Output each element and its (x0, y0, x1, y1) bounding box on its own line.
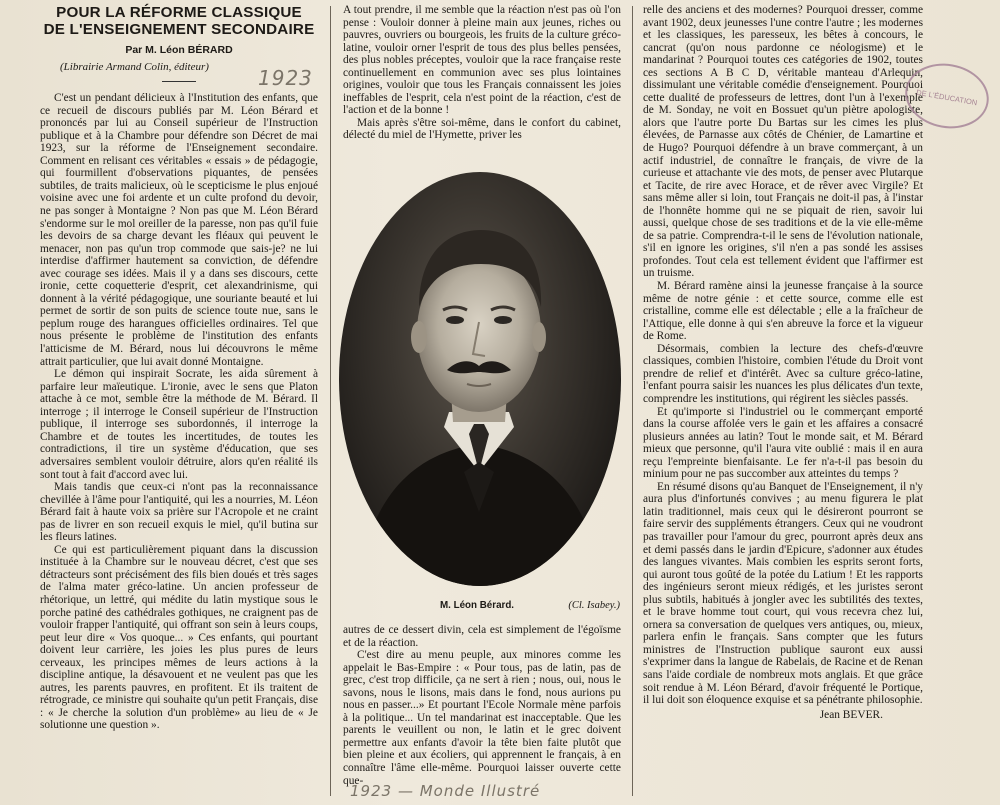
col3-paragraph-3: Désormais, combien la lecture des chefs-d'œuvre classiques, combien l'histoire, combien l'étude du Droit vont prendre de relief et d'intérêt. Avec sa culture gréco-latine, l'enfant pourra saisir les nuances les plus délicates d'un texte, comprendre les institutions, qui régirent les siècles passés. (643, 342, 923, 405)
col3-paragraph-1: relle des anciens et des modernes? Pourquoi dresser, comme avant 1902, deux jeunesses l'une contre l'autre ; les modernes et les classiques, les paresseux, les bêtes à concours, le cancrat (qu'on nous pardonne ce néologisme) et le mandarinat ? Pourquoi toutes ces catégories de 1902, toutes ces sections A B C D, véritable manteau d'Arlequin, dissimulant une véritable comédie d'enseignement. Pourquoi cette dualité de professeurs de lettres, dont l'un à l'exemple de M. Sonday, ne voit en Bossuet qu'un piètre apologiste, alors que l'autre porte Du Bartas sur les cimes les plus élevées, de Parnasse aux côtés de Chénier, de Lamartine et de Hugo? Pourquoi défendre à un brave commerçant, à un actif industriel, de connaître le français, de vivre de la curieuse et attachante vie des mots, de penser avec Plutarque et Tacite, de rire avec Horace, et de rêver avec Virgile? Et sans même aller si loin, tout Français ne doit-il pas, à l'instar de l'honnête homme qui ne se piquait de rien, savoir lui aussi, quelque chose de ses traditions et de la vie elle-même de sa patrie. Comprendra-t-il le sens de l'évolution nationale, s'il en ignore les origines, s'il n'en a pas sondé les assises profondes. Tout cela est tellement évident que l'affirmer est un truisme. (643, 4, 923, 280)
article-signature: Jean BEVER. (819, 708, 883, 721)
column-1 (40, 4, 318, 732)
portrait-figure (336, 168, 624, 618)
pencil-year-annotation: 1923 (258, 66, 313, 90)
col3-paragraph-5: En résumé disons qu'au Banquet de l'Enseignement, il n'y aura plus d'infortunés convives ; au menu figurera le plat latin traditionnel, mais ceux qui le désireront pourront se faire servir des suppléments étrangers. Ceux qui ne voudront pas travailler pour l'amour du grec, pourront après deux ans et demi passés dans le jardin d'Epicure, s'adonner aux études des langues vivantes. Mais combien les esprits seront forts, qui auront tous goûté de la potée du Latium ! Et les rapports des ingénieurs seront mieux rédigés, et les juristes seront plus subtils, habitués à jongler avec les subtilités des textes, et le brave homme tout court, qui vous recevra chez lui, ornera sa conversation de quelques vers antiques, ou, mieux, parlera enfin le français. Sans compter que les futurs ministres de l'Instruction publique sauront eux aussi s'exprimer dans la langue de Rabelais, de Racine et de Renan sans l'aide cordiale de nombreux mots anglais. Et que grâce soit rendue à M. Léon Bérard, d'avoir fréquenté le Portique, il lui doit son éloquence exquise et sa pénétrante philosophie. (643, 480, 923, 707)
col2-paragraph-2: Mais après s'être soi-même, dans le confort du cabinet, délecté du miel de l'Hymette, priver les (343, 116, 621, 142)
article-publisher: (Librairie Armand Colin, éditeur) (60, 60, 209, 73)
col1-paragraph-4: Ce qui est particulièrement piquant dans la discussion instituée à la Chambre sur le nouveau décret, c'est que ses détracteurs sont précisément des fils bien doués et très sages de l'alma mater gréco-latine. Un ancien professeur de rhétorique, un lettré, qui médite du latin mystique sous le porche patiné des cathédrales gothiques, ne craignent pas de vouloir frapper l'antiquité, qui offrant son sein à leurs coups, peut leur dire « Vos quoque... » Ces enfants, qui pourtant doivent leur carrière, les joies les plus pures de leurs cerveaux, les principes mêmes de leurs actions à la discipline antique, la désavouent et ne veulent pas que les autres, les parents pauvres, en profitent. Et ils traitent de rétrograde, ce ministre qui souhaite qu'un petit Français, dise : « Je cherche la solution d'un problème» au lieu de « Je solutionne une question ». (40, 543, 318, 732)
col2-paragraph-1: A tout prendre, il me semble que la réaction n'est pas où l'on pense : Vouloir donner à pleine main aux jeunes, riches ou pauvres, ouvriers ou bourgeois, les fruits de la culture gréco-latine, vouloir orner l'esprit de tous des plus belles pensées, des plus nobles préceptes, vouloir que la race française reste continuellement en communion avec ses plus lointaines origines, vouloir que tous les Français connaissent les joies ineffables de l'esprit, cela n'est point de la réaction, c'est de l'action et de la bonne ! (343, 4, 621, 117)
col1-paragraph-3: Mais tandis que ceux-ci n'ont pas la reconnaissance chevillée à l'âme pour l'antiquité, qui les a nourries, M. Léon Bérard fait à haute voix sa prière sur l'Acropole et ne craint pas de livrer en son recueil exquis le miel, qu'il butina sur les fleurs latines. (40, 481, 318, 544)
caption-credit: (Cl. Isabey.) (568, 600, 620, 611)
column-rule-right (632, 6, 633, 796)
portrait-photo (339, 172, 621, 586)
article-title-line-2: DE L'ENSEIGNEMENT SECONDAIRE (43, 21, 315, 38)
stamp-text: DE L'ÉDUCATION (915, 87, 978, 108)
article-byline: Par M. Léon BÉRARD (125, 44, 233, 56)
col1-paragraph-2: Le démon qui inspirait Socrate, les aida sûrement à parfaire leur maïeutique. L'ironie, avec le sens que Platon attache à ce mot, semble être la méthode de M. Bérard. Il interroge ; il interroge le Conseil supérieur de l'Instruction publique, il interroge ses subordonnés, il interroge la Chambre et de toutes les incertitudes, de toutes les contradictions, il tire un système d'éducation, que ses adversaires semblent vouloir détruire, alors qu'en réalité ils sont tout à fait d'accord avec lui. (40, 368, 318, 481)
col3-paragraph-2: M. Bérard ramène ainsi la jeunesse française à la source même de notre génie : et cette source, comme elle est cristalline, comme elle est délectable ; elle a la fraîcheur de l'Attique, elle donne à qui s'en abreuve la force et la vigueur de Rome. (643, 280, 923, 343)
col1-paragraph-1: C'est un pendant délicieux à l'Institution des enfants, que ce recueil de discours publiés par M. Léon Bérard et prononcés par lui au Conseil supérieur de l'Instruction publique et à la Chambre pour défendre son Décret de mai 1923, sur la réforme de l'Enseignement secondaire. Comment en relisant ces véritables « essais » de pédagogie, qui fourmillent d'observations piquantes, de pensées subtiles, de traits malicieux, où le scepticisme le plus enjoué voisine avec une foi ardente et un culte profond du devoir, ne pas songer à Montaigne ? Non pas que M. Léon Bérard s'endorme sur le mol oreiller de la paresse, non pas qu'il fuie les devoirs de sa charge devant les fléaux qui peuvent le menacer, non pas qu'un trop commode que sais-je? ne lui interdise d'affirmer hautement sa conviction, de défendre avec courage ses idées. Mais il y a dans ses discours, cette ironie, cette coquetterie d'esprit, cet alexandrinisme, qui donnent à la vérité pédagogique, une souriante beauté et lui permet de sortir de son puits de science toute nue, sans le peplum rouge des harangues officielles ordinaires. Tel que nous présente le problème de l'institution des enfants l'atticisme de M. Bérard, nous lui découvrons le même attrait particulier, que lui avait donné Montaigne. (40, 92, 318, 368)
title-separator (162, 81, 196, 82)
column-2-bottom (343, 624, 621, 787)
column-2-top (343, 4, 621, 142)
col2-paragraph-3: autres de ce dessert divin, cela est simplement de l'égoïsme et de la réaction. (343, 624, 621, 649)
article-title-line-1: POUR LA RÉFORME CLASSIQUE (56, 4, 302, 21)
portrait-illustration (339, 172, 621, 586)
column-rule-left (330, 6, 331, 796)
caption-name: M. Léon Bérard. (440, 600, 515, 611)
pencil-footer-annotation: 1923 — Monde Illustré (350, 782, 541, 800)
col3-paragraph-4: Et qu'importe si l'industriel ou le commerçant emporté dans la course affolée vers le gain et les affaires a consacré plusieurs années au latin? Tout le monde sait, et M. Bérard mieux que personne, qu'il l'aura vite oublié : mais il en aura reçu l'empreinte bienfaisante. Le fer n'a-t-il pas besoin du minium pour ne pas succomber aux atteintes du temps ? (643, 405, 923, 481)
col2-paragraph-4: C'est dire au menu peuple, aux minores comme les appelait le Bas-Empire : « Pour tous, pas de latin, pas de grec, c'est trop difficile, ça ne sert à rien ; nous, oui, nous le savons, nous le lisons, mais dans le fond, nous aurions pu nous en passer...» Et pourtant l'Ecole Normale mène parfois à la politique... Un tel mandarinat est inacceptable. Que les parents le veuillent ou non, le latin et le grec doivent permettre aux enfants d'avoir la tête bien faite plutôt que bien pleine et aux écoliers, qui apprennent le français, à en connaître l'âme elle-même. Pourquoi laisser ouverte cette que- (343, 649, 621, 787)
column-3 (643, 4, 923, 721)
